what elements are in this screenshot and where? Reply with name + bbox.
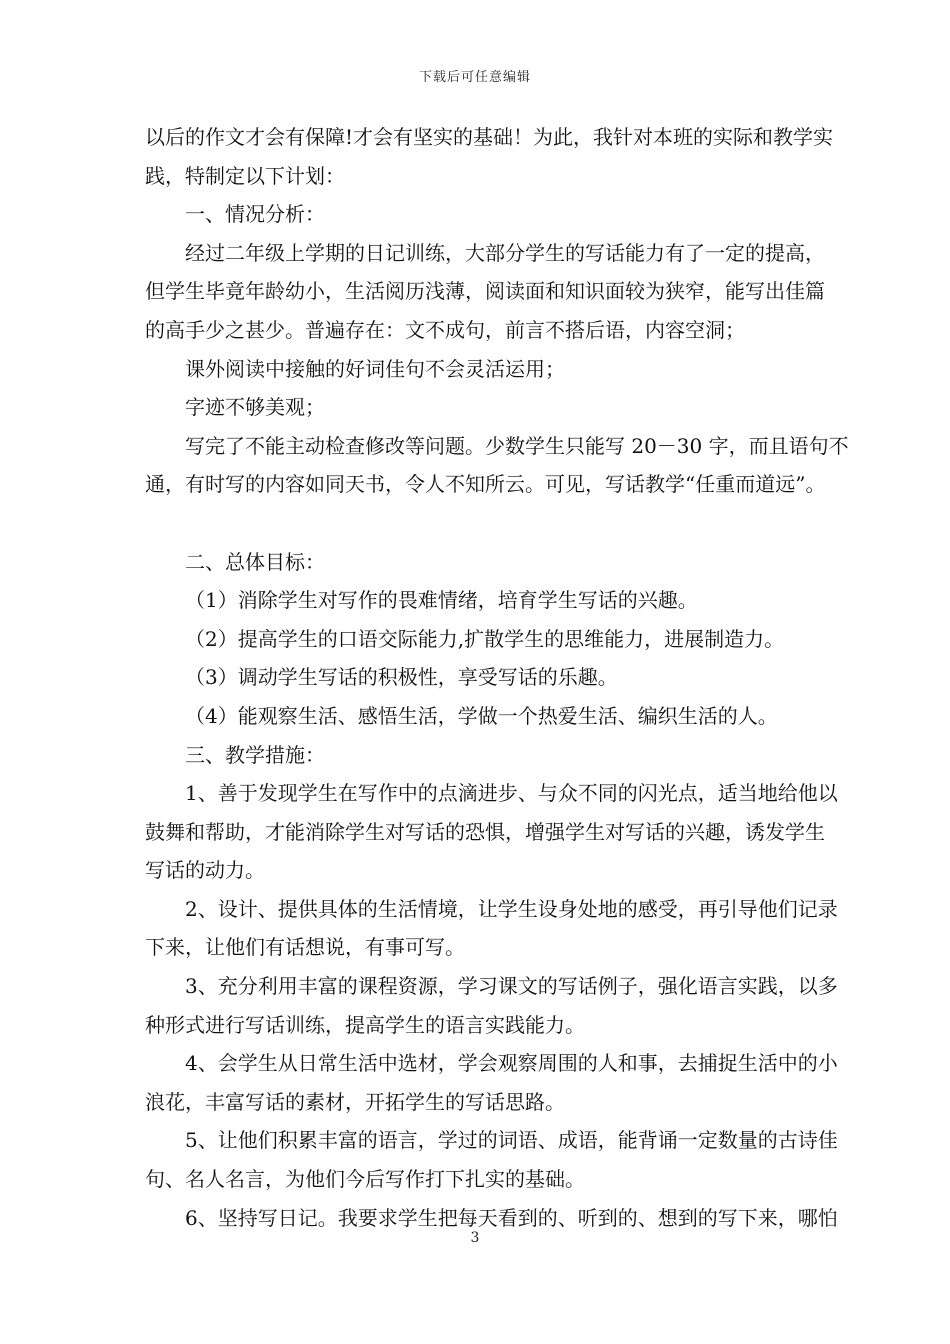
paragraph-line: 字迹不够美观； [185, 395, 325, 420]
list-item: （4）能观察生活、感悟生活，学做一个热爱生活、编织生活的人。 [185, 703, 778, 728]
list-item: （1）消除学生对写作的畏难情绪，培育学生写话的兴趣。 [185, 588, 698, 613]
paragraph-line: 1、善于发现学生在写作中的点滴进步、与众不同的闪光点，适当地给他以 [185, 781, 838, 806]
paragraph-line: 课外阅读中接触的好词佳句不会灵活运用； [185, 356, 565, 381]
paragraph-line: 鼓舞和帮助，才能消除学生对写话的恐惧，增强学生对写话的兴趣，诱发学生 [145, 819, 825, 844]
paragraph-line: 践，特制定以下计划： [145, 163, 345, 188]
paragraph-line: 经过二年级上学期的日记训练，大部分学生的写话能力有了一定的提高， [185, 240, 825, 265]
paragraph-line: 2、设计、提供具体的生活情境，让学生设身处地的感受，再引导他们记录 [185, 896, 838, 921]
paragraph-line: 的高手少之甚少。普遍存在：文不成句，前言不搭后语，内容空洞； [145, 317, 745, 342]
paragraph-line: 浪花，丰富写话的素材，开拓学生的写话思路。 [145, 1089, 565, 1114]
list-item: （3）调动学生写话的积极性，享受写话的乐趣。 [185, 665, 618, 690]
paragraph-line: 3、充分利用丰富的课程资源，学习课文的写话例子，强化语言实践，以多 [185, 974, 838, 999]
page-header: 下载后可任意编辑 [418, 70, 531, 85]
paragraph-line: 5、让他们积累丰富的语言，学过的词语、成语，能背诵一定数量的古诗佳 [185, 1128, 838, 1153]
list-item: （2）提高学生的口语交际能力,扩散学生的思维能力，进展制造力。 [185, 626, 785, 651]
paragraph-line: 但学生毕竟年龄幼小，生活阅历浅薄，阅读面和知识面较为狭窄，能写出佳篇 [145, 279, 825, 304]
paragraph-line: 4、会学生从日常生活中选材，学会观察周围的人和事，去捕捉生活中的小 [185, 1051, 838, 1076]
blank-line [145, 504, 825, 543]
section-heading: 三、教学措施： [185, 742, 325, 767]
paragraph-line: 下来，让他们有话想说，有事可写。 [145, 935, 465, 960]
section-heading: 二、总体目标： [185, 549, 325, 574]
paragraph-line: 6、坚持写日记。我要求学生把每天看到的、听到的、想到的写下来，哪怕 [185, 1205, 838, 1230]
page-number: 3 [470, 1230, 480, 1246]
section-heading: 一、情况分析： [185, 202, 325, 227]
paragraph-line: 通，有时写的内容如同天书，令人不知所云。可见，写话教学“任重而道远”。 [145, 472, 826, 497]
paragraph-line: 写完了不能主动检查修改等问题。少数学生只能写 20－30 字，而且语句不 [185, 433, 849, 458]
paragraph-line: 以后的作文才会有保障!才会有坚实的基础！为此，我针对本班的实际和教学实 [145, 125, 834, 149]
document-body [145, 118, 849, 1237]
paragraph-line: 句、名人名言，为他们今后写作打下扎实的基础。 [145, 1167, 585, 1192]
paragraph-line: 写话的动力。 [145, 858, 265, 883]
paragraph-line: 种形式进行写话训练，提高学生的语言实践能力。 [145, 1012, 585, 1037]
